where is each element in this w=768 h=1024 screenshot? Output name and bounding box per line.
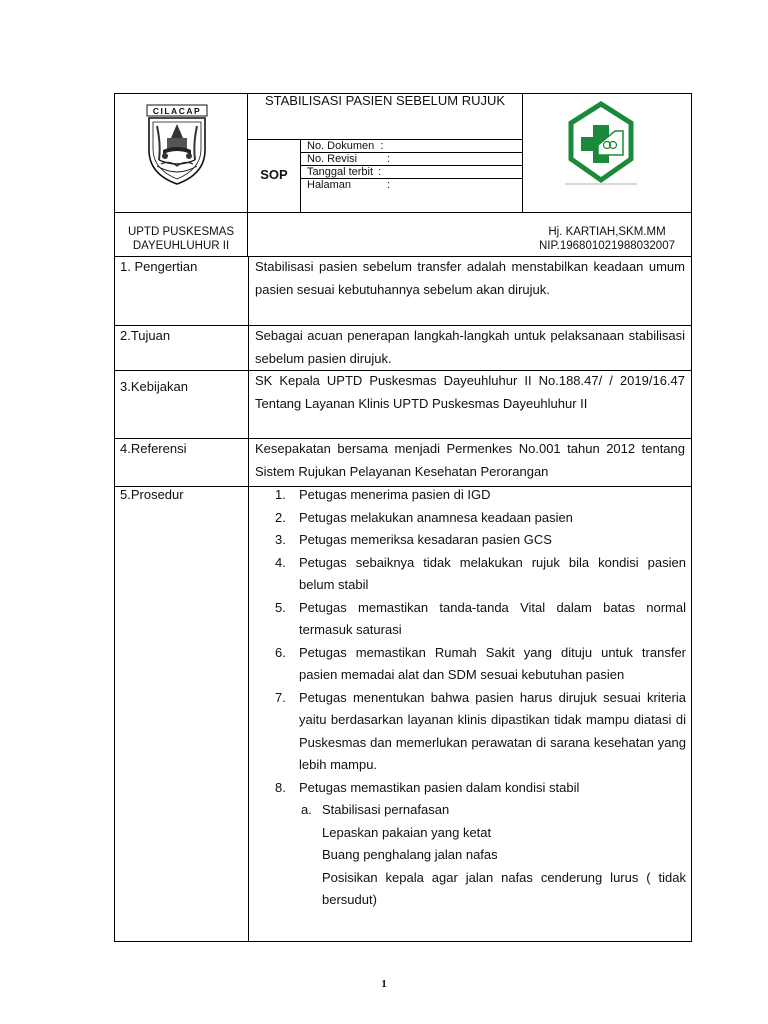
procedure-step (254, 552, 686, 597)
procedure-substep-block (254, 799, 686, 912)
doc-field-row (307, 179, 391, 191)
procedure-step (254, 597, 686, 642)
step-number: 1. (275, 487, 286, 502)
header-divider (522, 93, 523, 213)
step-number: 4. (275, 554, 286, 570)
step-number: 5. (275, 599, 286, 615)
doc-field-label: No. Dokumen (307, 140, 375, 152)
header-divider (248, 139, 523, 140)
step-text: Petugas sebaiknya tidak melakukan rujuk bila kondisi pasien belum stabil (299, 554, 686, 592)
section-text: Stabilisasi pasien sebelum transfer adalah menstabilkan keadaan umum pasien sesuai kebutuhannya sebelum akan dirujuk. (255, 259, 685, 297)
unit-name (116, 225, 246, 253)
header-divider (114, 212, 692, 213)
section-label: 1. Pengertian (120, 259, 198, 274)
cilacap-regency-crest-icon (143, 104, 211, 188)
substep-title: Stabilisasi pernafasan (322, 802, 450, 817)
section-text: Sebagai acuan penerapan langkah-langkah untuk pelaksanaan stabilisasi sebelum pasien dirujuk. (255, 328, 685, 366)
doc-field-row (307, 140, 383, 152)
procedure-step (254, 642, 686, 687)
document-title: STABILISASI PASIEN SEBELUM RUJUK (264, 93, 506, 108)
header-divider (300, 139, 301, 213)
procedure-list (254, 484, 686, 912)
step-number: 7. (275, 689, 286, 705)
column-divider (248, 256, 249, 942)
step-number: 8. (275, 779, 286, 795)
substep-line: Posisikan kepala agar jalan nafas cenderung lurus ( tidak bersudut) (322, 869, 686, 907)
page-number: 1 (381, 978, 387, 990)
doc-field-row (307, 166, 381, 178)
doc-field-sep: : (387, 153, 391, 165)
section-label: 3.Kebijakan (120, 379, 188, 394)
section-label: 2.Tujuan (120, 328, 171, 343)
section-label: 5.Prosedur (120, 487, 184, 502)
unit-name-line: UPTD PUSKESMAS (127, 226, 235, 238)
step-number: 2. (275, 509, 286, 525)
doc-field-sep: : (387, 179, 391, 191)
step-text: Petugas memeriksa kesadaran pasien GCS (299, 532, 552, 547)
doc-field-row (307, 153, 391, 165)
step-text: Petugas memastikan tanda-tanda Vital dalam batas normal termasuk saturasi (299, 599, 686, 637)
sop-label: SOP (260, 167, 288, 182)
procedure-substep (254, 799, 686, 822)
procedure-step (254, 687, 686, 777)
unit-name-line: DAYEUHLUHUR II (132, 240, 230, 252)
signer-name: Hj. KARTIAH,SKM.MM (548, 226, 666, 238)
doc-field-label: Tanggal terbit (307, 166, 374, 178)
doc-field-sep: : (378, 166, 382, 178)
signer-nip: NIP.196801021988032007 (538, 240, 675, 252)
procedure-step (254, 484, 686, 507)
doc-field-sep: : (380, 140, 384, 152)
signer-block (524, 225, 690, 253)
doc-field-label: Halaman (307, 179, 352, 191)
crest-banner-text: CILACAP (152, 106, 202, 116)
header-divider (247, 93, 248, 257)
section-text: Kesepakatan bersama menjadi Permenkes No.001 tahun 2012 tentang Sistem Rujukan Pelayanan Kesehatan Perorangan (255, 441, 685, 479)
substep-line: Buang penghalang jalan nafas (322, 847, 498, 862)
step-text: Petugas memastikan Rumah Sakit yang dituju untuk transfer pasien memadai alat dan SDM sesuai kebutuhan pasien (299, 644, 686, 682)
doc-field-label: No. Revisi (307, 153, 358, 165)
substep-number: a. (301, 802, 312, 817)
step-text: Petugas melakukan anamnesa keadaan pasien (299, 509, 573, 525)
step-text: Petugas menerima pasien di IGD (299, 487, 491, 502)
step-number: 6. (275, 644, 286, 660)
procedure-step (254, 777, 686, 800)
step-text: Petugas menentukan bahwa pasien harus dirujuk sesuai kriteria yaitu berdasarkan layanan klinis dipastikan tidak mampu diatasi di Puskesmas dan memerlukan perawatan di sarana kesehatan yang lebih mampu. (299, 689, 686, 772)
step-number: 3. (275, 532, 286, 547)
section-label: 4.Referensi (120, 441, 187, 456)
substep-line: Lepaskan pakaian yang ketat (322, 824, 492, 840)
procedure-step (254, 529, 686, 552)
puskesmas-cross-icon (565, 101, 637, 185)
procedure-step (254, 507, 686, 530)
step-text: Petugas memastikan pasien dalam kondisi stabil (299, 779, 580, 795)
section-text: SK Kepala UPTD Puskesmas Dayeuhluhur II No.188.47/ / 2019/16.47 Tentang Layanan Klinis UPTD Puskesmas Dayeuhluhur II (255, 373, 685, 411)
